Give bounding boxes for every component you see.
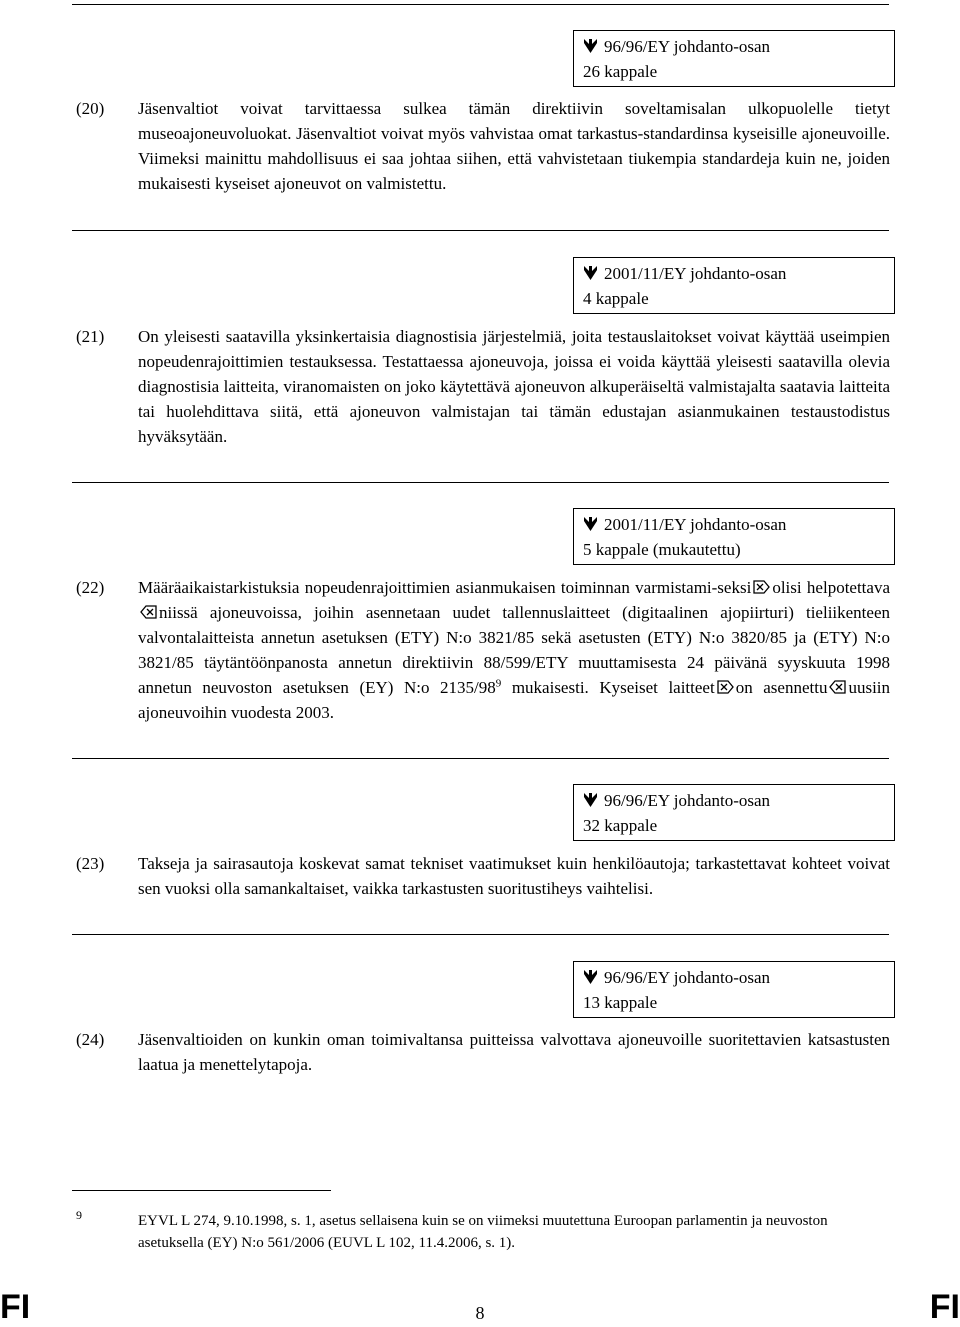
source-reference-box — [573, 30, 895, 87]
source-reference-box — [573, 508, 895, 565]
footnote-reference: 9 — [495, 677, 502, 690]
source-reference-box — [573, 784, 895, 841]
reference-paragraph: 4 kappale — [583, 289, 649, 308]
reference-paragraph: 32 kappale — [583, 816, 658, 835]
down-arrow-icon — [583, 38, 598, 54]
source-reference-box — [573, 961, 895, 1018]
recital-text: Jäsenvaltiot voivat tarvittaessa sulkea tämän direktiivin soveltamisalan ulkopuolelle tietyt museoajoneuvoluokat. Jäsenvaltiot voivat myös vahvistaa omat tarkastus-standardinsa kyseisille ajoneuvoille. Viimeksi mainittu mahdollisuus ei saa johtaa siihen, että vahvistetaan tiukempia standardeja kuin ne, joiden mukaisesti kyseiset ajoneuvot on valmistettu. — [138, 99, 890, 193]
reference-act: 96/96/EY johdanto-osan — [604, 968, 771, 987]
recital-number: (21) — [76, 327, 105, 346]
down-arrow-icon — [583, 516, 598, 532]
page-number: 8 — [475, 1303, 485, 1323]
reference-act: 2001/11/EY johdanto-osan — [604, 515, 787, 534]
reference-paragraph: 26 kappale — [583, 62, 658, 81]
recital-text: Määräaikaistarkistuksia nopeudenrajoittimien asianmukaisen toiminnan varmistami-seksi olisi helpotettavaniissä ajoneuvoissa, joihin asennetaan uudet tallennuslaitteet (digitaalinen ajopiirturi) tieliikenteen valvontalaitteista annetun asetuksen (ETY) N:o 3821/85 sekä asetusten (ETY) N:o 3820/85 ja (ETY) N:o 3821/85 täytäntöönpanosta annetun direktiivin 88/599/ETY muuttamisesta 24 päivänä syyskuuta 1998 annetun neuvoston asetuksen (EY) N:o $2135/98^9$ mukaisesti. Kyseiset laitteet on asennettu uusiin ajoneuvoihin vuodesta 2003. — [138, 578, 891, 722]
footnote-text: EYVL L 274, 9.10.1998, s. 1, asetus sellaisena kuin se on viimeksi muutettuna Euroopan parlamentin ja neuvoston asetuksella (EY) N:o 561/2006 (EUVL L 102, 11.4.2006, s. 1). — [138, 1213, 828, 1251]
reference-paragraph: 13 kappale — [583, 993, 658, 1012]
down-arrow-icon — [583, 792, 598, 808]
section-divider — [72, 230, 889, 231]
reference-act: 2001/11/EY johdanto-osan — [604, 264, 787, 283]
top-rule — [72, 4, 889, 5]
recital-text: Jäsenvaltioiden on kunkin oman toimivaltansa puitteissa valvottava ajoneuvoille suoritettavien katsastusten laatua ja menettelytapoja. — [138, 1030, 890, 1074]
recital-number: (23) — [76, 854, 105, 873]
insertion-end-icon — [829, 680, 846, 694]
footnote-number: 9 — [76, 1208, 82, 1222]
insertion-start-icon — [753, 580, 770, 594]
recital-text: Takseja ja sairasautoja koskevat samat tekniset vaatimukset kuin henkilöautoja; tarkastettavat kohteet voivat sen vuoksi olla samankaltaiset, vaikka tarkastusten suoritustiheys vaihtelisi. — [138, 854, 890, 898]
reference-act: 96/96/EY johdanto-osan — [604, 37, 771, 56]
section-divider — [72, 934, 889, 935]
source-reference-box — [573, 257, 895, 314]
recital-number: (22) — [76, 578, 105, 597]
insertion-end-icon — [140, 605, 157, 619]
section-divider — [72, 482, 889, 483]
footnote-separator — [72, 1190, 331, 1191]
recital-text: On yleisesti saatavilla yksinkertaisia diagnostisia järjestelmiä, joita testauslaitokset voivat käyttää useimpien nopeudenrajoittimien testauksessa. Testattaessa ajoneuvoja, joissa ei voida käyttää yleisesti saatavilla olevia diagnostisia laitteita, viranomaisten on joko käytettävä ajoneuvon alkuperäiseltä valmistajalta saatavia laitteita tai huolehdittava siitä, että ajoneuvon valmistajan tai tämän edustajan asianmukainen testaustodistus hyväksytään. — [138, 327, 890, 446]
section-divider — [72, 758, 889, 759]
reference-paragraph: 5 kappale (mukautettu) — [583, 540, 741, 559]
footer-language-right: FI — [929, 1288, 960, 1326]
recital-number: (20) — [76, 99, 105, 118]
reference-act: 96/96/EY johdanto-osan — [604, 791, 771, 810]
footer-language-left: FI — [0, 1288, 31, 1326]
recital-number: (24) — [76, 1030, 105, 1049]
insertion-start-icon — [717, 680, 734, 694]
down-arrow-icon — [583, 969, 598, 985]
down-arrow-icon — [583, 265, 598, 281]
